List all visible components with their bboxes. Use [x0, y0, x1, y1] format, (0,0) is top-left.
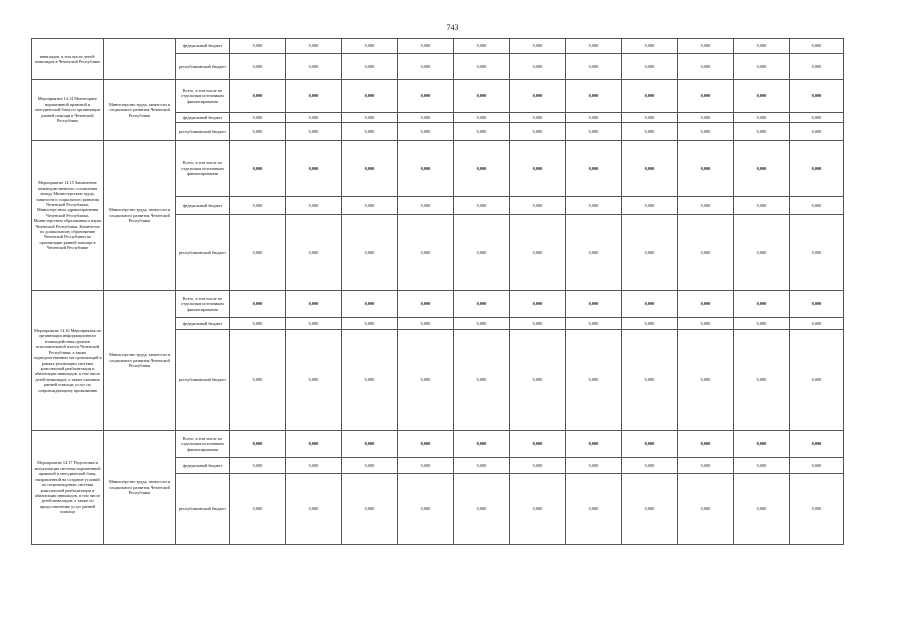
- amount-cell: 0,000: [566, 113, 622, 123]
- amount-cell: 0,000: [790, 39, 844, 54]
- amount-cell: 0,000: [286, 80, 342, 113]
- amount-cell: 0,000: [398, 431, 454, 458]
- amount-cell: 0,000: [510, 113, 566, 123]
- amount-cell: 0,000: [622, 291, 678, 318]
- amount-cell: 0,000: [566, 431, 622, 458]
- amount-cell: 0,000: [790, 318, 844, 330]
- measure-cell: Мероприятие 14.14 Мониторинг нормативной правовой и методической базы по организации ранней помощи в Чеченской Республике: [32, 80, 104, 141]
- amount-cell: 0,000: [454, 80, 510, 113]
- table-row: [32, 39, 844, 54]
- amount-cell: 0,000: [342, 141, 398, 197]
- amount-cell: 0,000: [342, 458, 398, 474]
- amount-cell: 0,000: [622, 431, 678, 458]
- funding-source-cell: федеральный бюджет: [176, 113, 230, 123]
- amount-cell: 0,000: [734, 291, 790, 318]
- amount-cell: 0,000: [678, 330, 734, 431]
- amount-cell: 0,000: [398, 54, 454, 80]
- amount-cell: 0,000: [398, 291, 454, 318]
- funding-source-cell: Всего, в том числе по отдельным источникам финансирования: [176, 431, 230, 458]
- amount-cell: 0,000: [678, 80, 734, 113]
- executor-cell: Министерство труда, занятости и социального развития Чеченской Республики: [104, 141, 176, 291]
- funding-source-cell: республиканский бюджет: [176, 474, 230, 545]
- amount-cell: 0,000: [230, 215, 286, 291]
- amount-cell: 0,000: [678, 123, 734, 141]
- table-row: [32, 141, 844, 197]
- table-row: [32, 431, 844, 458]
- budget-table: [31, 38, 844, 545]
- amount-cell: 0,000: [622, 458, 678, 474]
- amount-cell: 0,000: [678, 54, 734, 80]
- amount-cell: 0,000: [622, 474, 678, 545]
- amount-cell: 0,000: [230, 80, 286, 113]
- amount-cell: 0,000: [398, 474, 454, 545]
- funding-source-cell: республиканский бюджет: [176, 330, 230, 431]
- amount-cell: 0,000: [622, 39, 678, 54]
- amount-cell: 0,000: [454, 474, 510, 545]
- amount-cell: 0,000: [734, 431, 790, 458]
- amount-cell: 0,000: [566, 330, 622, 431]
- amount-cell: 0,000: [342, 113, 398, 123]
- amount-cell: 0,000: [286, 318, 342, 330]
- amount-cell: 0,000: [230, 330, 286, 431]
- funding-source-cell: федеральный бюджет: [176, 458, 230, 474]
- amount-cell: 0,000: [510, 458, 566, 474]
- executor-cell: Министерство труда, занятости и социального развития Чеченской Республики: [104, 431, 176, 545]
- amount-cell: 0,000: [790, 458, 844, 474]
- amount-cell: 0,000: [566, 141, 622, 197]
- amount-cell: 0,000: [230, 113, 286, 123]
- amount-cell: 0,000: [286, 54, 342, 80]
- amount-cell: 0,000: [286, 431, 342, 458]
- amount-cell: 0,000: [286, 39, 342, 54]
- amount-cell: 0,000: [230, 474, 286, 545]
- amount-cell: 0,000: [454, 330, 510, 431]
- amount-cell: 0,000: [286, 215, 342, 291]
- table-row: [32, 80, 844, 113]
- amount-cell: 0,000: [790, 141, 844, 197]
- amount-cell: 0,000: [678, 458, 734, 474]
- amount-cell: 0,000: [398, 80, 454, 113]
- funding-source-cell: республиканский бюджет: [176, 215, 230, 291]
- amount-cell: 0,000: [622, 318, 678, 330]
- amount-cell: 0,000: [566, 291, 622, 318]
- amount-cell: 0,000: [790, 474, 844, 545]
- amount-cell: 0,000: [398, 113, 454, 123]
- amount-cell: 0,000: [734, 458, 790, 474]
- amount-cell: 0,000: [734, 330, 790, 431]
- amount-cell: 0,000: [678, 113, 734, 123]
- amount-cell: 0,000: [510, 215, 566, 291]
- amount-cell: 0,000: [286, 458, 342, 474]
- amount-cell: 0,000: [510, 39, 566, 54]
- amount-cell: 0,000: [286, 330, 342, 431]
- amount-cell: 0,000: [678, 318, 734, 330]
- amount-cell: 0,000: [566, 54, 622, 80]
- amount-cell: 0,000: [510, 291, 566, 318]
- amount-cell: 0,000: [510, 141, 566, 197]
- amount-cell: 0,000: [230, 123, 286, 141]
- amount-cell: 0,000: [342, 54, 398, 80]
- amount-cell: 0,000: [622, 113, 678, 123]
- amount-cell: 0,000: [286, 123, 342, 141]
- amount-cell: 0,000: [398, 123, 454, 141]
- measure-cell: инвалидов, в том числе детей-инвалидов в Чеченской Республике: [32, 39, 104, 80]
- funding-source-cell: республиканский бюджет: [176, 123, 230, 141]
- funding-source-cell: Всего, в том числе по отдельным источникам финансирования: [176, 141, 230, 197]
- amount-cell: 0,000: [734, 80, 790, 113]
- amount-cell: 0,000: [398, 141, 454, 197]
- amount-cell: 0,000: [622, 197, 678, 215]
- amount-cell: 0,000: [230, 39, 286, 54]
- amount-cell: 0,000: [734, 215, 790, 291]
- amount-cell: 0,000: [230, 141, 286, 197]
- amount-cell: 0,000: [286, 197, 342, 215]
- amount-cell: 0,000: [566, 197, 622, 215]
- amount-cell: 0,000: [790, 54, 844, 80]
- amount-cell: 0,000: [622, 123, 678, 141]
- amount-cell: 0,000: [454, 123, 510, 141]
- amount-cell: 0,000: [454, 39, 510, 54]
- amount-cell: 0,000: [510, 330, 566, 431]
- amount-cell: 0,000: [622, 54, 678, 80]
- amount-cell: 0,000: [342, 431, 398, 458]
- amount-cell: 0,000: [510, 80, 566, 113]
- amount-cell: 0,000: [286, 113, 342, 123]
- funding-source-cell: федеральный бюджет: [176, 318, 230, 330]
- amount-cell: 0,000: [398, 458, 454, 474]
- funding-source-cell: Всего, в том числе по отдельным источникам финансирования: [176, 80, 230, 113]
- amount-cell: 0,000: [230, 318, 286, 330]
- page-number: 743: [446, 23, 459, 32]
- amount-cell: 0,000: [342, 318, 398, 330]
- amount-cell: 0,000: [790, 330, 844, 431]
- executor-cell: Министерство труда, занятости и социального развития Чеченской Республики: [104, 80, 176, 141]
- measure-cell: Мероприятие 14.17 Подготовка и актуализация системы нормативной правовой и методической базы, направленной на создание условий по сопровождению системы комплексной реабилитации и абилитации инвалидов, в том числе детей-инвалидов, а также по предоставлению услуг ранней помощи: [32, 431, 104, 545]
- amount-cell: 0,000: [678, 197, 734, 215]
- amount-cell: 0,000: [342, 291, 398, 318]
- amount-cell: 0,000: [398, 318, 454, 330]
- amount-cell: 0,000: [622, 215, 678, 291]
- funding-source-cell: Всего, в том числе по отдельным источникам финансирования: [176, 291, 230, 318]
- amount-cell: 0,000: [398, 330, 454, 431]
- amount-cell: 0,000: [734, 474, 790, 545]
- amount-cell: 0,000: [286, 291, 342, 318]
- amount-cell: 0,000: [734, 54, 790, 80]
- measure-cell: Мероприятие 14.15 Заключение межведомственного соглашения между Министерством труда, занятости и социального развития Чеченской Республики, Министерством здравоохранения Чеченской Республики, Министерством образования и науки Чеченской Республики, Комитетом по дошкольному образованию Чеченской Республики по организации ранней помощи в Чеченской Республике: [32, 141, 104, 291]
- amount-cell: 0,000: [566, 474, 622, 545]
- amount-cell: 0,000: [342, 80, 398, 113]
- amount-cell: 0,000: [286, 141, 342, 197]
- executor-cell: [104, 39, 176, 80]
- amount-cell: 0,000: [734, 123, 790, 141]
- amount-cell: 0,000: [398, 197, 454, 215]
- amount-cell: 0,000: [790, 291, 844, 318]
- amount-cell: 0,000: [566, 215, 622, 291]
- funding-source-cell: федеральный бюджет: [176, 197, 230, 215]
- executor-cell: Министерство труда, занятости и социального развития Чеченской Республики: [104, 291, 176, 431]
- amount-cell: 0,000: [622, 80, 678, 113]
- amount-cell: 0,000: [622, 141, 678, 197]
- amount-cell: 0,000: [678, 215, 734, 291]
- amount-cell: 0,000: [454, 431, 510, 458]
- amount-cell: 0,000: [790, 215, 844, 291]
- amount-cell: 0,000: [790, 80, 844, 113]
- table-row: [32, 291, 844, 318]
- amount-cell: 0,000: [510, 197, 566, 215]
- amount-cell: 0,000: [342, 474, 398, 545]
- amount-cell: 0,000: [678, 474, 734, 545]
- amount-cell: 0,000: [510, 123, 566, 141]
- amount-cell: 0,000: [734, 113, 790, 123]
- amount-cell: 0,000: [230, 291, 286, 318]
- amount-cell: 0,000: [790, 431, 844, 458]
- amount-cell: 0,000: [342, 123, 398, 141]
- amount-cell: 0,000: [790, 123, 844, 141]
- amount-cell: 0,000: [510, 318, 566, 330]
- amount-cell: 0,000: [566, 39, 622, 54]
- amount-cell: 0,000: [454, 54, 510, 80]
- amount-cell: 0,000: [566, 458, 622, 474]
- amount-cell: 0,000: [678, 291, 734, 318]
- amount-cell: 0,000: [510, 431, 566, 458]
- amount-cell: 0,000: [454, 458, 510, 474]
- amount-cell: 0,000: [454, 113, 510, 123]
- funding-source-cell: республиканский бюджет: [176, 54, 230, 80]
- amount-cell: 0,000: [342, 197, 398, 215]
- amount-cell: 0,000: [454, 197, 510, 215]
- amount-cell: 0,000: [566, 318, 622, 330]
- amount-cell: 0,000: [454, 215, 510, 291]
- amount-cell: 0,000: [566, 123, 622, 141]
- amount-cell: 0,000: [342, 215, 398, 291]
- amount-cell: 0,000: [286, 474, 342, 545]
- amount-cell: 0,000: [566, 80, 622, 113]
- amount-cell: 0,000: [230, 458, 286, 474]
- amount-cell: 0,000: [398, 39, 454, 54]
- amount-cell: 0,000: [230, 54, 286, 80]
- amount-cell: 0,000: [230, 431, 286, 458]
- amount-cell: 0,000: [510, 474, 566, 545]
- amount-cell: 0,000: [734, 39, 790, 54]
- amount-cell: 0,000: [342, 39, 398, 54]
- amount-cell: 0,000: [454, 291, 510, 318]
- amount-cell: 0,000: [454, 318, 510, 330]
- amount-cell: 0,000: [398, 215, 454, 291]
- amount-cell: 0,000: [790, 197, 844, 215]
- amount-cell: 0,000: [678, 141, 734, 197]
- amount-cell: 0,000: [678, 431, 734, 458]
- amount-cell: 0,000: [734, 197, 790, 215]
- amount-cell: 0,000: [230, 197, 286, 215]
- measure-cell: Мероприятие 14.16 Мероприятия по организации информационного взаимодействия органов исполнительной власти Чеченской Республики, а также подведомственных им организаций в рамках реализации системы комплексной реабилитации и абилитации инвалидов, в том числе детей-инвалидов, а также оказания ранней помощи, услуг по сопровождающему проживанию: [32, 291, 104, 431]
- amount-cell: 0,000: [622, 330, 678, 431]
- amount-cell: 0,000: [790, 113, 844, 123]
- amount-cell: 0,000: [342, 330, 398, 431]
- amount-cell: 0,000: [734, 318, 790, 330]
- amount-cell: 0,000: [454, 141, 510, 197]
- amount-cell: 0,000: [678, 39, 734, 54]
- amount-cell: 0,000: [734, 141, 790, 197]
- funding-source-cell: федеральный бюджет: [176, 39, 230, 54]
- amount-cell: 0,000: [510, 54, 566, 80]
